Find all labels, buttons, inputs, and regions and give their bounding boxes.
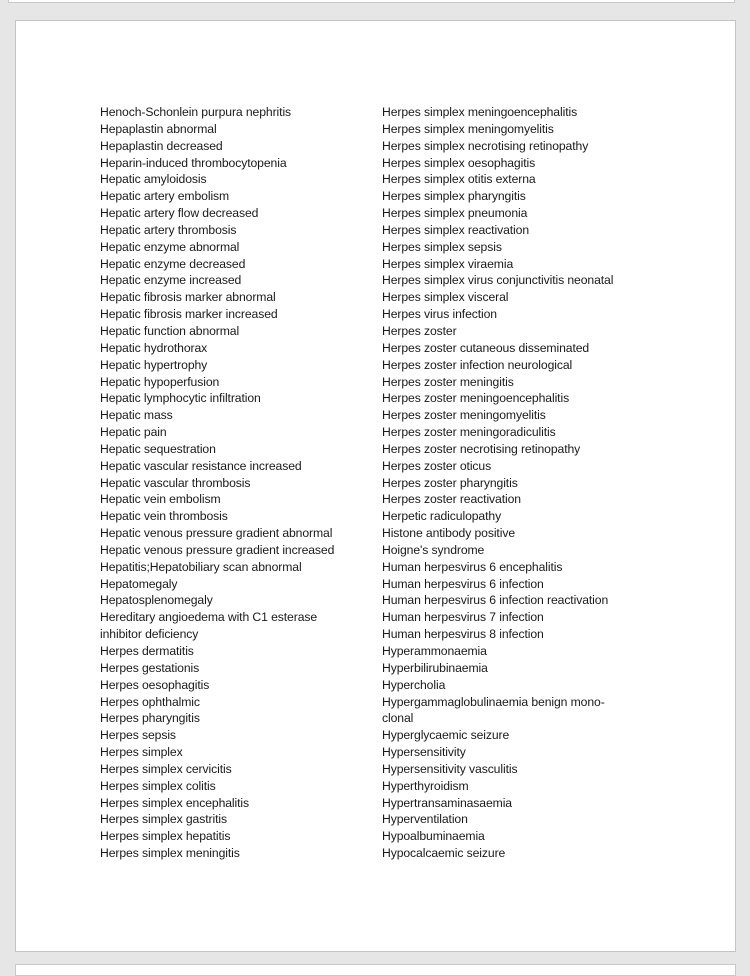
term-list-item: Hepatic artery embolism [100,189,230,204]
term-list-item: Hypersensitivity vasculitis [382,761,518,776]
term-list-item: Hypersensitivity [382,745,466,760]
term-list-item: Herpes simplex meningitis [100,846,240,861]
term-list-item: Hepatic amyloidosis [100,172,207,187]
term-list-item: Hyperammonaemia [382,644,487,658]
term-list-item: Hepatic hypoperfusion [100,374,220,389]
term-list-item: Hepatic enzyme decreased [100,256,246,271]
term-list-item: Herpes zoster meningitis [382,374,514,389]
previous-page-edge [8,0,735,3]
term-list-item: Hyperthyroidism [382,778,469,793]
term-list-item: Hepatic vascular resistance increased [100,458,302,473]
term-list-item: Hepatitis;Hepatobiliary scan abnormal [100,559,302,574]
term-list-item: Hypocalcaemic seizure [382,846,506,861]
term-list-item: Herpetic radiculopathy [382,509,502,524]
term-list-item: Herpes simplex reactivation [382,222,529,237]
term-list-item: Hepatic function abnormal [100,323,240,338]
term-list-item: Henoch-Schonlein purpura nephritis [100,105,292,119]
term-list-item: Herpes simplex meningoencephalitis [382,105,578,119]
term-list-item: Hepatic hypertrophy [100,357,208,372]
term-list-item: Herpes zoster pharyngitis [382,475,518,490]
next-page-edge [15,964,736,976]
term-list-item: Hepatosplenomegaly [100,593,213,608]
term-list-item: Hepatic vascular thrombosis [100,475,251,490]
term-list-item: Heparin-induced thrombocytopenia [100,155,287,170]
term-list-item: Human herpesvirus 6 encephalitis [382,559,563,574]
term-list-item: Hepatic venous pressure gradient increased [100,542,335,557]
term-list-item: Herpes simplex pharyngitis [382,189,526,204]
term-list-item: Hepatic fibrosis marker abnormal [100,290,276,305]
term-list-item: Hypoalbuminaemia [382,829,485,844]
term-list-item: Human herpesvirus 8 infection [382,627,544,642]
term-list-item: Herpes simplex [100,745,183,760]
term-list-item: Herpes simplex viraemia [382,256,514,271]
term-list-item: Herpes virus infection [382,307,497,322]
term-list-item: Herpes ophthalmic [100,694,200,709]
term-list-item: Herpes gestationis [100,660,200,675]
term-list-item: Hereditary angioedema with C1 esterase [100,610,318,625]
term-list-item: Histone antibody positive [382,526,515,541]
term-list-item: Herpes zoster meningoradiculitis [382,425,556,440]
term-list-item: Hoigne's syndrome [382,542,485,557]
term-list-item: Hypergammaglobulinaemia benign mono- [382,694,605,709]
term-list-item: Hypertransaminasaemia [382,795,512,810]
term-list-item: Hepatic fibrosis marker increased [100,307,278,322]
term-list-item: Hyperventilation [382,812,468,827]
term-list-item: Hepatic enzyme abnormal [100,239,240,254]
term-list-item: Hypercholia [382,677,446,692]
term-list-item: Hepatic venous pressure gradient abnormal [100,526,333,541]
term-list-item: Hepaplastin abnormal [100,121,217,136]
term-list-item: Herpes oesophagitis [100,677,210,692]
term-list-item: Herpes simplex necrotising retinopathy [382,138,589,153]
term-list-item: Hyperglycaemic seizure [382,728,510,743]
term-list-item: Herpes simplex meningomyelitis [382,121,554,136]
term-list-item: Human herpesvirus 7 infection [382,610,544,625]
term-list-item: Hepatic artery flow decreased [100,206,259,221]
term-list-item: Hepatic sequestration [100,441,216,456]
term-list-item: Human herpesvirus 6 infection reactivation [382,593,609,608]
term-list-item: Herpes simplex oesophagitis [382,155,536,170]
term-list-item: Herpes sepsis [100,728,176,743]
term-list-item: Herpes simplex colitis [100,778,216,793]
term-list-item: Herpes simplex hepatitis [100,829,231,844]
term-list-item: Hepatomegaly [100,576,178,591]
term-list-item: Herpes simplex virus conjunctivitis neonatal [382,273,614,288]
term-list-item: Herpes simplex pneumonia [382,206,528,221]
term-list-item: Hepatic lymphocytic infiltration [100,391,261,406]
term-list-item: Hepatic mass [100,408,173,423]
term-list-item: Herpes zoster meningomyelitis [382,408,546,423]
term-list-item: Herpes zoster cutaneous disseminated [382,340,590,355]
term-list-item: inhibitor deficiency [100,627,199,642]
term-list-item: Herpes zoster [382,323,457,338]
term-list-item: Herpes simplex sepsis [382,239,502,254]
term-list-item: Herpes pharyngitis [100,711,200,726]
term-list-item: Herpes simplex encephalitis [100,795,250,810]
term-list-item: Herpes zoster reactivation [382,492,521,507]
term-list-item: Hepaplastin decreased [100,138,223,153]
term-list-item: Herpes simplex otitis externa [382,172,536,187]
term-list-item: Hepatic hydrothorax [100,340,208,355]
term-list-item: Herpes zoster necrotising retinopathy [382,441,581,456]
term-list-item: Hepatic pain [100,425,167,440]
document-page [15,20,736,952]
term-list-item: Human herpesvirus 6 infection [382,576,544,591]
term-list-item: Herpes zoster meningoencephalitis [382,391,570,406]
term-list-item: clonal [382,711,414,726]
term-list-item: Hyperbilirubinaemia [382,660,488,675]
term-list-item: Herpes dermatitis [100,644,194,658]
right-term-column [382,104,662,862]
left-term-column [100,104,370,862]
term-list-item: Hepatic enzyme increased [100,273,242,288]
term-list-item: Hepatic vein thrombosis [100,509,228,524]
term-list-item: Herpes zoster oticus [382,458,492,473]
term-list-item: Herpes simplex visceral [382,290,509,305]
term-list-item: Herpes simplex cervicitis [100,761,232,776]
term-list-item: Hepatic artery thrombosis [100,222,237,237]
term-list-item: Herpes simplex gastritis [100,812,227,827]
term-list-item: Herpes zoster infection neurological [382,357,573,372]
term-list-item: Hepatic vein embolism [100,492,221,507]
